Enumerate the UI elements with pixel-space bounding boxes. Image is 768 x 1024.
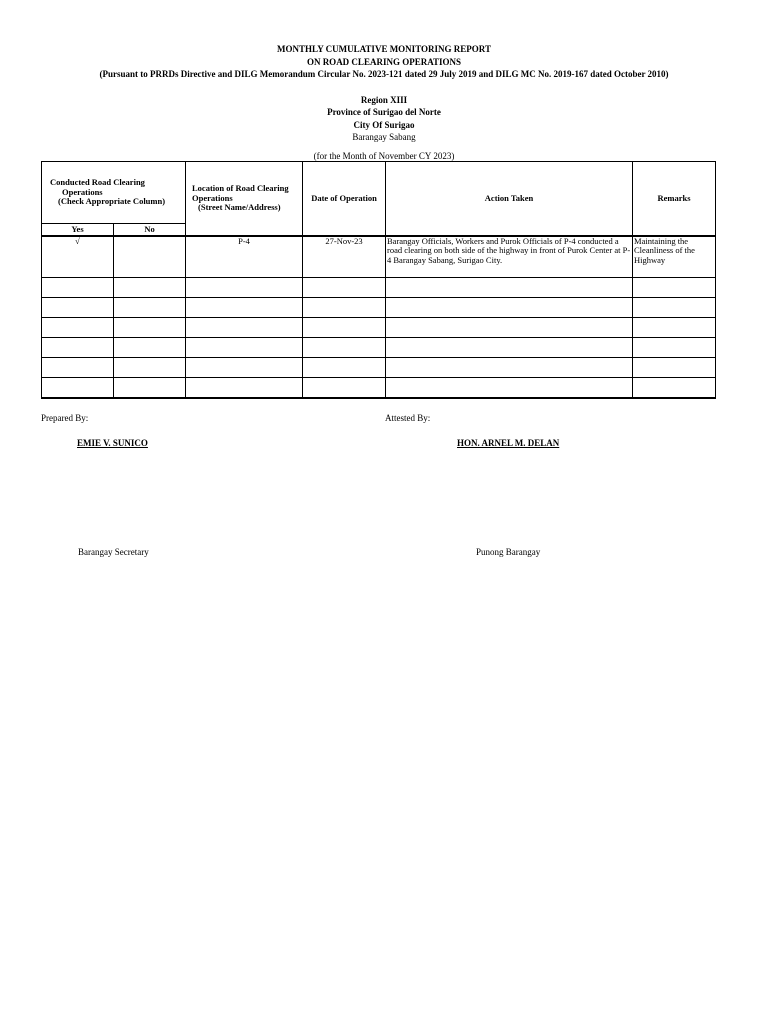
report-title-line2: ON ROAD CLEARING OPERATIONS — [306, 57, 462, 67]
table-row-empty — [42, 318, 716, 338]
region-label: Region XIII — [360, 95, 408, 105]
prepared-by-label: Prepared By: — [41, 413, 89, 423]
table-row-empty — [42, 378, 716, 398]
attested-by-title: Punong Barangay — [476, 547, 541, 557]
header-conducted — [42, 162, 186, 224]
barangay-label: Barangay Sabang — [352, 132, 416, 142]
report-period: (for the Month of November CY 2023) — [313, 151, 455, 161]
attested-by-name: HON. ARNEL M. DELAN — [457, 438, 560, 448]
header-action: Action Taken — [386, 162, 633, 236]
header-yes: Yes — [42, 224, 114, 236]
header-location — [186, 162, 303, 236]
header-remarks: Remarks — [633, 162, 716, 236]
attested-by-label: Attested By: — [385, 413, 431, 423]
table-row-empty — [42, 338, 716, 358]
cell-location: P-4 — [186, 236, 303, 278]
cell-action: Barangay Officials, Workers and Purok Officials of P-4 conducted a road clearing on both side of the highway in front of Purok Center at P-4 Barangay Sabang, Surigao City. — [386, 236, 633, 278]
table-row — [42, 236, 716, 278]
header-conducted-note: (Check Appropriate Column) — [58, 196, 166, 207]
header-location-label: Location of Road Clearing Operations — [192, 183, 289, 203]
cell-no — [114, 236, 186, 278]
province-label: Province of Surigao del Norte — [327, 107, 441, 117]
table-header-row — [42, 162, 716, 224]
table-row-empty — [42, 358, 716, 378]
header-location-note: (Street Name/Address) — [198, 202, 281, 212]
prepared-by-title: Barangay Secretary — [78, 547, 149, 557]
report-table — [41, 161, 716, 399]
report-subtitle: (Pursuant to PRRDs Directive and DILG Memorandum Circular No. 2023-121 dated 29 July 2019 and DILG MC No. 2019-167 dated October 2010) — [99, 69, 669, 79]
report-title-line1: MONTHLY CUMULATIVE MONITORING REPORT — [277, 44, 491, 54]
cell-yes: √ — [42, 236, 114, 278]
cell-remarks: Maintaining the Cleanliness of the Highway — [633, 236, 716, 278]
header-conducted-label: Conducted Road Clearing Operations — [50, 177, 145, 197]
table-row-empty — [42, 298, 716, 318]
header-no: No — [114, 224, 186, 236]
prepared-by-name: EMIE V. SUNICO — [77, 438, 148, 448]
table-row-empty — [42, 278, 716, 298]
cell-date: 27-Nov-23 — [303, 236, 386, 278]
header-date: Date of Operation — [303, 162, 386, 236]
city-label: City Of Surigao — [353, 120, 415, 130]
